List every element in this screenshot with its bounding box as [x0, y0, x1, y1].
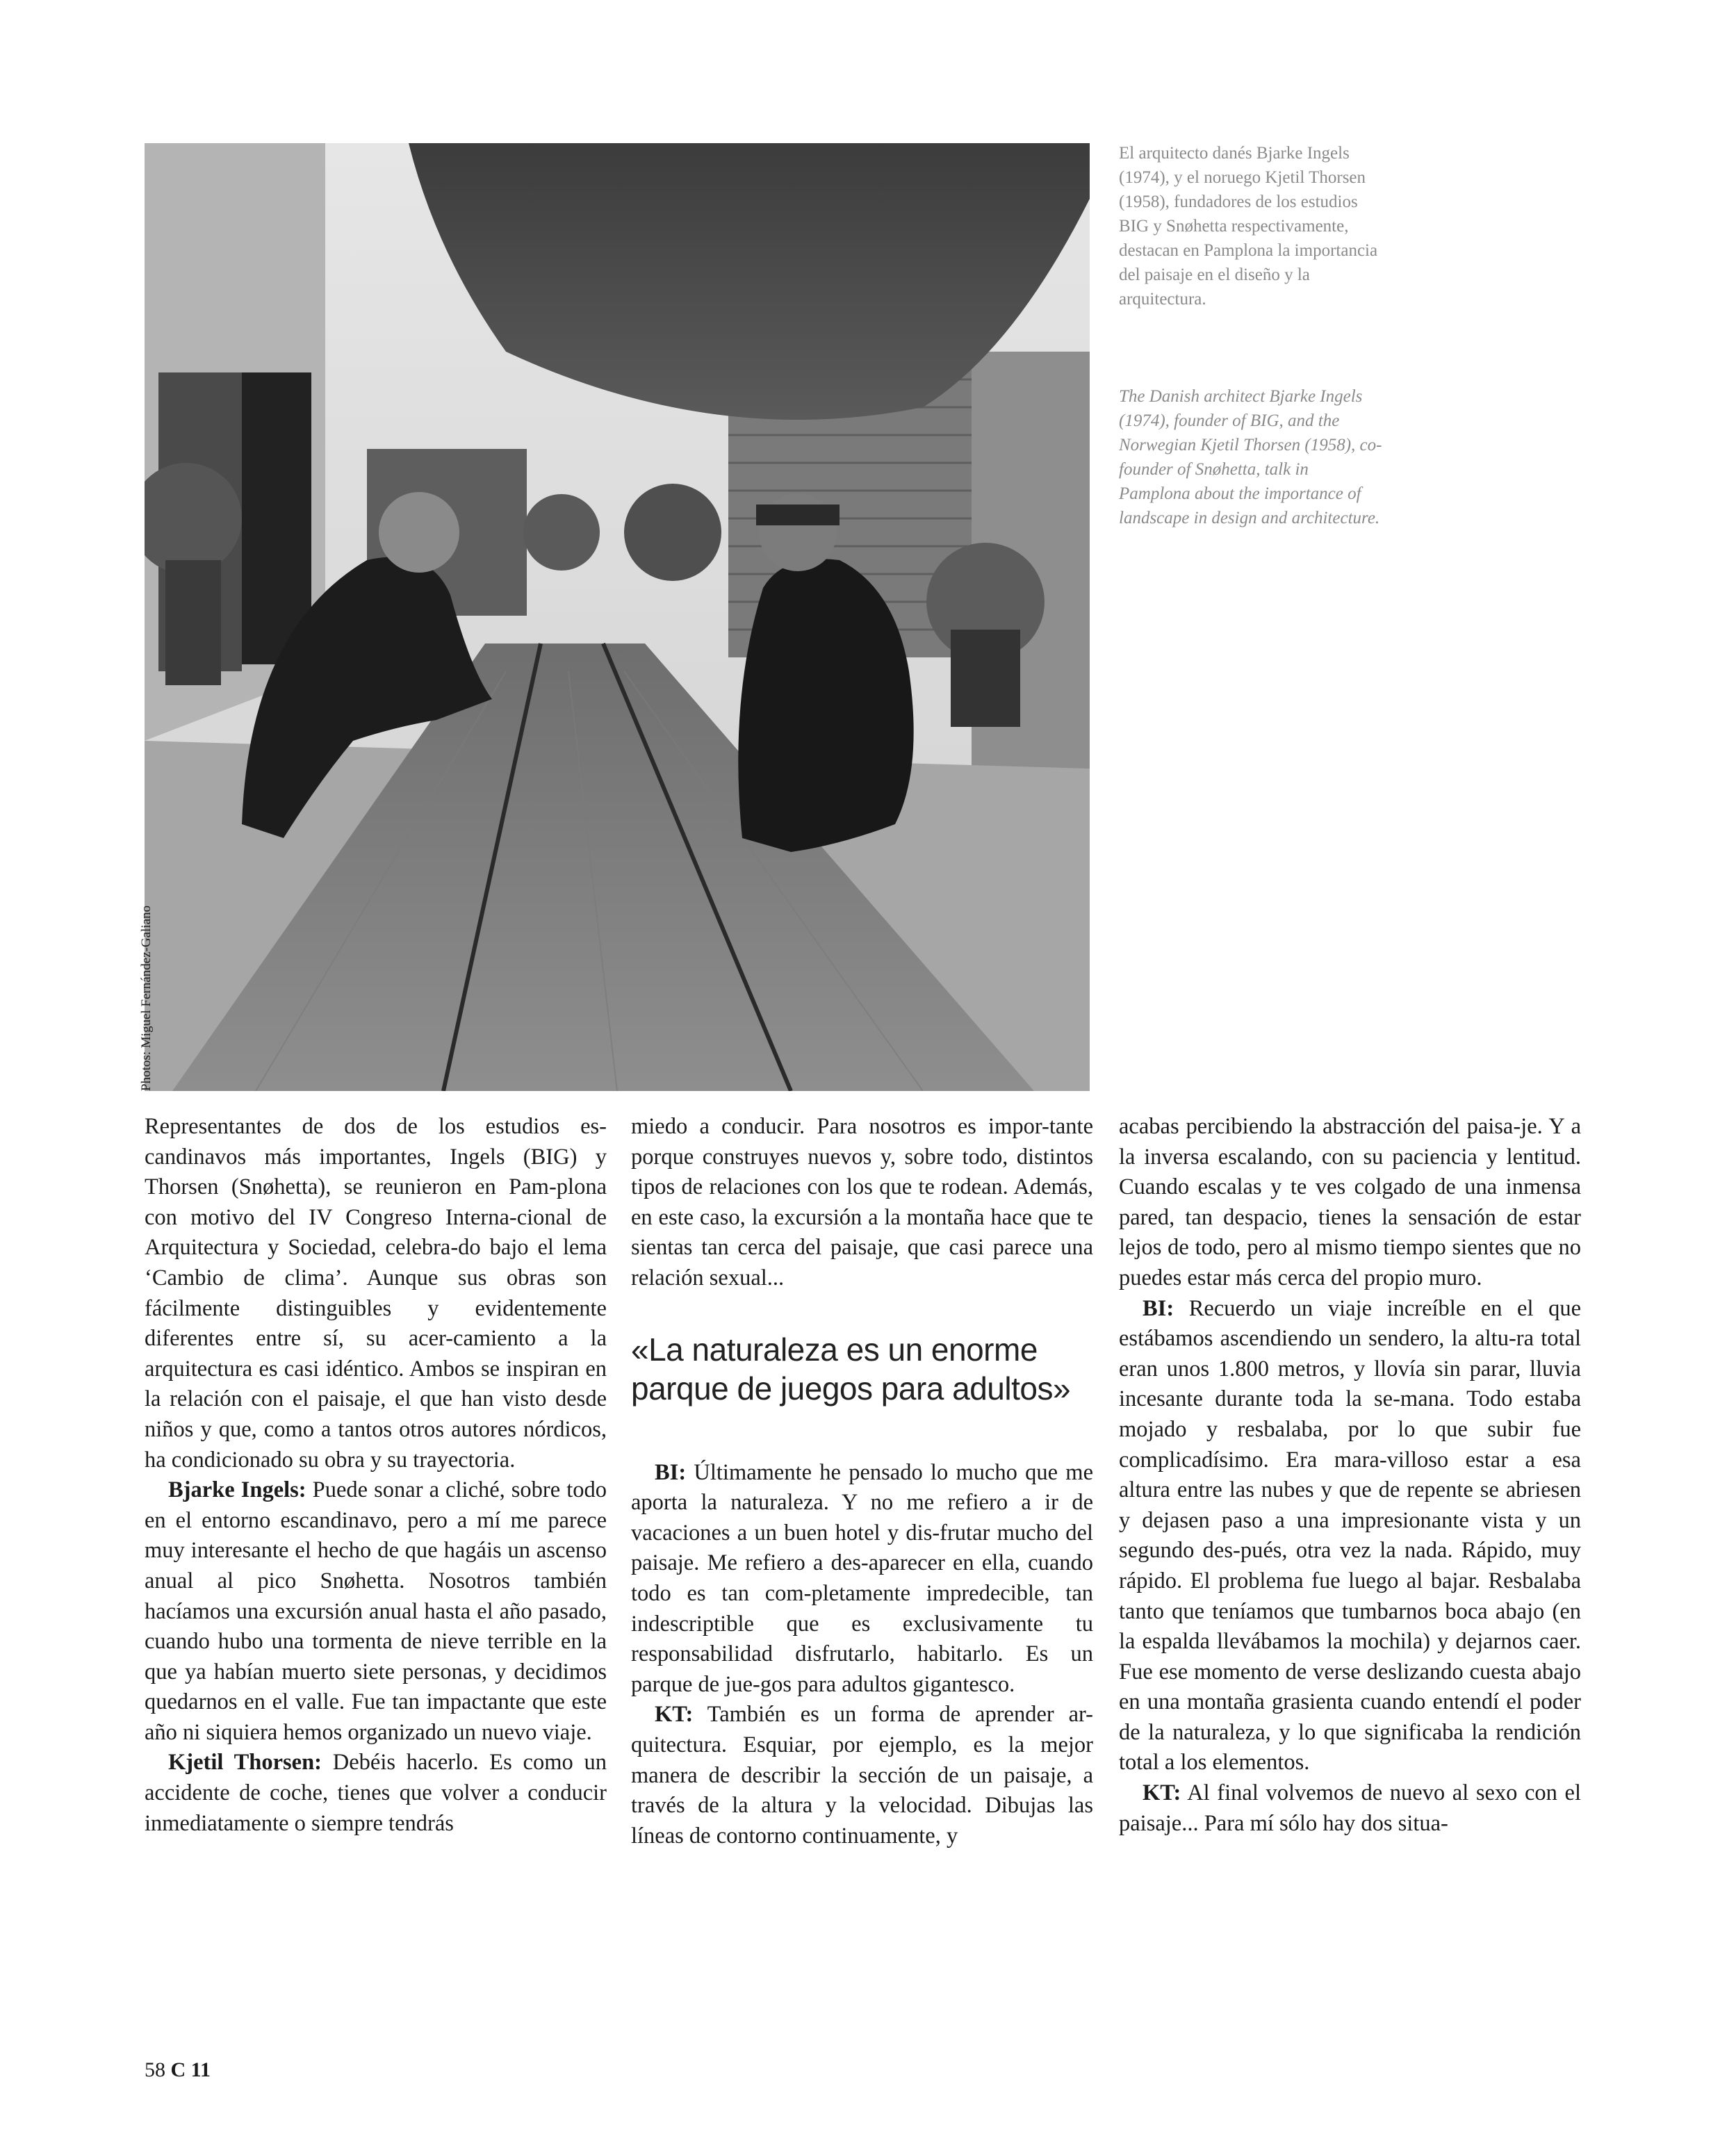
paragraph [145, 1475, 607, 1748]
paragraph-text: Últimamente he pensado lo mucho que me aporta la naturaleza. Y no me refiero a ir de vacaciones a un buen hotel y dis-frutar mucho del paisaje. Me refiero a des-aparecer en ella, cuando todo es tan com-pletamente impredecible, tan indescriptible que es exclusivamente tu responsabilidad disfrutarlo, habitarlo. Es un parque de jue-gos para adultos gigantesco. [631, 1459, 1093, 1697]
speaker-name: BI: [1143, 1295, 1174, 1321]
speaker-name: BI: [655, 1459, 687, 1485]
paragraph [1119, 1778, 1581, 1839]
intro-paragraph: Representantes de dos de los estudios es-candinavos más importantes, Ingels (BIG) y Thorsen (Snøhetta), se reunieron en Pam-plona con motivo del IV Congreso Interna-cional de Arquitectura y Sociedad, celebra-do bajo el lema ‘Cambio de clima’. Aunque sus obras son fácilmente distinguibles y evidentemente diferentes entre sí, su acer-camiento a la arquitectura es casi idéntico. Ambos se inspiran en la relación con el paisaje, el que han visto desde niños y que, como a tantos otros autores nórdicos, ha condicionado su obra y su trayectoria. [145, 1114, 607, 1473]
paragraph-text: También es un forma de aprender ar-quitectura. Esquiar, por ejemplo, es la mejor manera de describir la sección de un paisaje, a través de la altura y la velocidad. Dibujas las líneas de contorno continuamente, y [631, 1702, 1093, 1848]
text-column-1 [145, 1112, 607, 1839]
page-folio [145, 2058, 211, 2082]
caption-english: The Danish architect Bjarke Ingels (1974), founder of BIG, and the Norwegian Kjetil Thorsen (1958), co-founder of Snøhetta, talk in Pamplona about the importance of landscape in design and architecture. [1119, 387, 1382, 527]
text-column-2 [631, 1112, 1093, 1851]
paragraph [631, 1458, 1093, 1700]
photo-illustration [145, 143, 1090, 1091]
paragraph [631, 1700, 1093, 1851]
page-number: 58 [145, 2058, 165, 2081]
paragraph-text: Puede sonar a cliché, sobre todo en el entorno escandinavo, pero a mí me parece muy interesante el hecho de que hagáis un ascenso anual al pico Snøhetta. Nosotros también hacíamos una excursión anual hasta el año pasado, cuando hubo una tormenta de nieve terrible en la que ya habían muerto siete personas, y decidimos quedarnos en el valle. Fue tan impactante que este año ni siquiera hemos organizado un nuevo viaje. [145, 1477, 607, 1745]
speaker-name: KT: [1143, 1780, 1181, 1806]
caption-spanish: El arquitecto danés Bjarke Ingels (1974), y el noruego Kjetil Thorsen (1958), fundadores de los estudios BIG y Snøhetta respectivamente, destacan en Pamplona la importancia del paisaje en el diseño y la arquitectura. [1119, 144, 1378, 309]
paragraph-text: Debéis hacerlo. Es como un accidente de coche, tienes que volver a conducir inmediatamente o siempre tendrás [145, 1750, 607, 1836]
speaker-name: Bjarke Ingels: [168, 1477, 306, 1503]
speaker-name: KT: [655, 1702, 694, 1728]
text-column-3 [1119, 1112, 1581, 1839]
paragraph-text: Recuerdo un viaje increíble en el que estábamos ascendiendo un sendero, la altu-ra total eran unos 1.800 metros, y llovía sin parar, lluvia incesante durante toda la se-mana. Todo estaba mojado y resbalaba, por lo que subir fue complicadísimo. Era mara-villoso estar a esa altura entre las nubes y que de repente se abriesen y dejasen paso a una impresionante vista y un segundo des-pués, otra vez la nada. Rápido, muy rápido. El problema fue luego al bajar. Resbalaba tanto que teníamos que tumbarnos boca abajo (en la espalda llevábamos la mochila) y dejarnos caer. Fue ese momento de verse deslizando cuesta abajo en una montaña grasienta cuando entendí el poder de la naturaleza, y lo que significaba la rendición total a los elementos. [1119, 1295, 1581, 1776]
paragraph-text: Al final volvemos de nuevo al sexo con el paisaje... Para mí sólo hay dos situa- [1119, 1780, 1581, 1836]
paragraph [145, 1748, 607, 1839]
pull-quote: «La naturaleza es un enorme parque de juegos para adultos» [631, 1331, 1071, 1407]
article-photo [145, 143, 1090, 1091]
paragraph: miedo a conducir. Para nosotros es impor-tante porque construyes nuevos y, sobre todo, distintos tipos de relaciones con los que te rodean. Además, en este caso, la excursión a la montaña hace que te sientas tan cerca del paisaje, que casi parece una relación sexual... [631, 1114, 1093, 1290]
paragraph [1119, 1294, 1581, 1779]
photo-credit: Photos: Miguel Fernández-Galiano [139, 905, 154, 1091]
speaker-name: Kjetil Thorsen: [168, 1750, 322, 1776]
magazine-name: C 11 [170, 2058, 211, 2081]
paragraph: acabas percibiendo la abstracción del paisa-je. Y a la inversa escalando, con su paciencia y lentitud. Cuando escalas y te ves colgado de una inmensa pared, tan despacio, tienes la sensación de estar lejos de todo, pero al mismo tiempo sientes que no puedes estar más cerca del propio muro. [1119, 1114, 1581, 1290]
